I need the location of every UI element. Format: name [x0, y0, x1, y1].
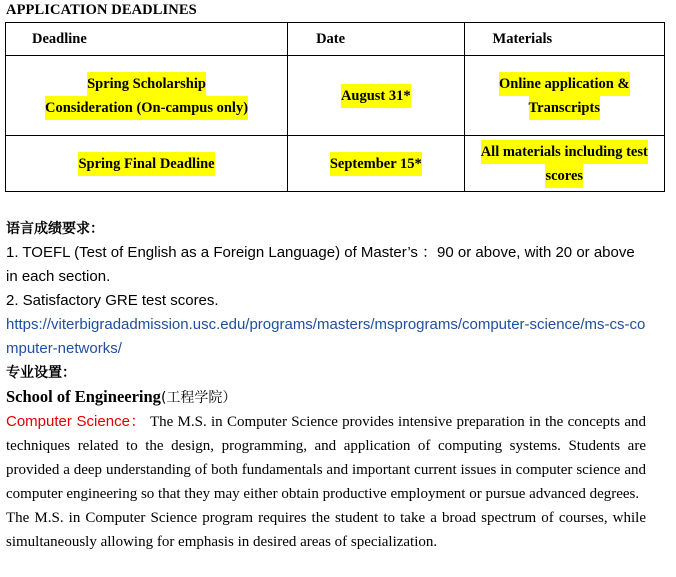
table-header-row [6, 23, 665, 56]
cell-date: August 31* [288, 56, 464, 136]
requirement-toefl: 1. TOEFL (Test of English as a Foreign Language) of Master’s ：90 or above, with 20 or above in each section. [6, 244, 635, 285]
header-materials: Materials [464, 23, 664, 56]
cs-description: Computer Science： The M.S. in Computer Science provides intensive preparation in the concepts and techniques related to the design, programming, and application of computing systems. Students are provided a deep understanding of both fundamentals and important current issues in computer science and computer engineering so that they may either obtain productive employment or pursue advanced degrees. [6, 413, 646, 502]
program-settings-title: 专业设置： [6, 365, 76, 381]
header-date: Date [288, 23, 464, 56]
table-row [6, 136, 665, 192]
school-title: School of Engineering(工程学院） [6, 387, 237, 406]
cell-deadline: Spring Scholarship Consideration (On-campus only) [6, 56, 288, 136]
table-row [6, 56, 665, 136]
header-deadline: Deadline [6, 23, 288, 56]
program-link[interactable]: https://viterbigradadmission.usc.edu/programs/masters/msprograms/computer-science/ms-cs-computer-networks/ [6, 316, 646, 357]
cs-program-description: The M.S. in Computer Science program requires the student to take a broad spectrum of courses, while simultaneously allowing for emphasis in desired areas of specialization. [6, 510, 646, 550]
cell-date: September 15* [288, 136, 464, 192]
requirement-gre: 2. Satisfactory GRE test scores. [6, 292, 219, 309]
deadlines-table [5, 22, 665, 192]
cell-materials: All materials including test scores [464, 136, 664, 192]
cell-materials: Online application & Transcripts [464, 56, 664, 136]
cell-deadline: Spring Final Deadline [6, 136, 288, 192]
cs-label: Computer Science： [6, 413, 146, 430]
language-requirements-title: 语言成绩要求： [6, 221, 104, 237]
page-body [6, 217, 646, 554]
page-heading: APPLICATION DEADLINES [6, 2, 197, 18]
